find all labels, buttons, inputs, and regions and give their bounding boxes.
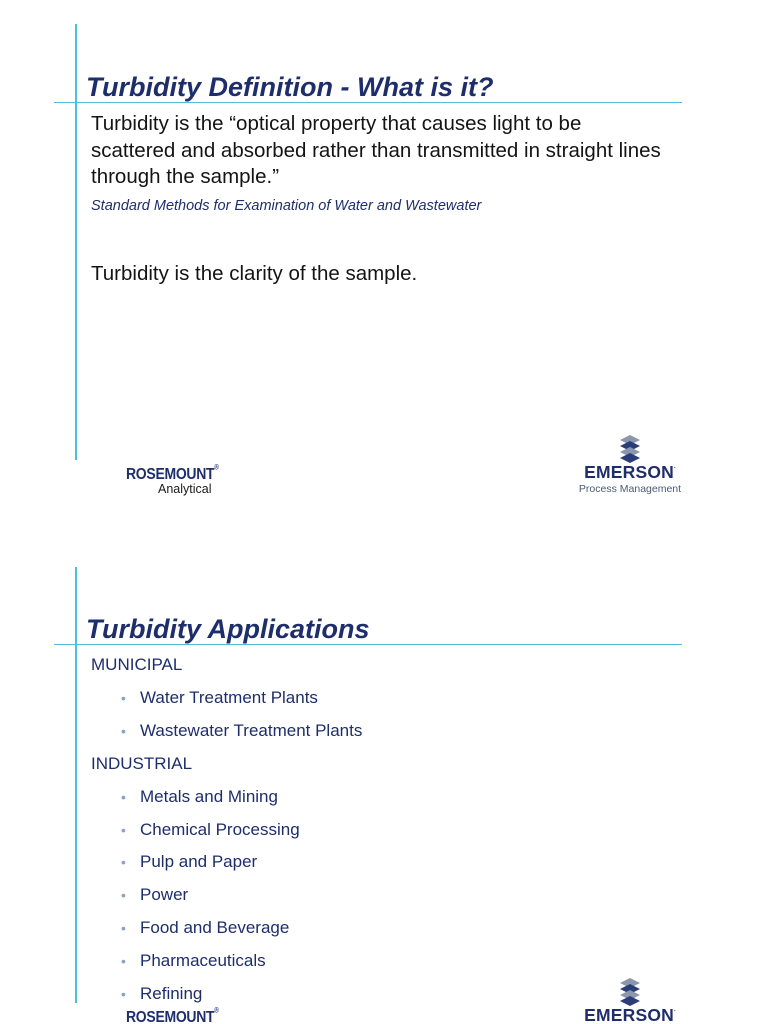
bullet-icon: • bbox=[121, 723, 126, 739]
list-item: • Metals and Mining bbox=[121, 787, 278, 806]
clarity-statement: Turbidity is the clarity of the sample. bbox=[91, 262, 418, 285]
bullet-icon: • bbox=[121, 953, 126, 969]
section-heading-industrial: INDUSTRIAL bbox=[91, 754, 193, 773]
bullet-icon: • bbox=[121, 822, 126, 838]
definition-citation: Standard Methods for Examination of Water and Wastewater bbox=[91, 198, 482, 214]
emerson-process-management-logo bbox=[571, 978, 689, 1024]
emerson-diamond-icon bbox=[620, 978, 640, 1006]
list-item: • Power bbox=[121, 885, 189, 904]
emerson-diamond-icon bbox=[620, 435, 640, 463]
vertical-accent-rule bbox=[75, 24, 77, 460]
emerson-wordmark: EMERSON. bbox=[584, 1005, 676, 1024]
list-item: • Wastewater Treatment Plants bbox=[121, 721, 363, 740]
emerson-process-management-logo bbox=[571, 435, 689, 494]
rosemount-analytical-logo bbox=[126, 1008, 218, 1024]
bullet-icon: • bbox=[121, 920, 126, 936]
emerson-wordmark: EMERSON. bbox=[584, 462, 676, 482]
rosemount-analytical-logo bbox=[126, 465, 218, 496]
definition-quote: Turbidity is the “optical property that causes light to be scattered and absorbed rather than transmitted in straight lines through the sample.” bbox=[91, 112, 661, 188]
rosemount-wordmark: ROSEMOUNT® bbox=[126, 463, 219, 483]
list-item: • Food and Beverage bbox=[121, 918, 290, 937]
list-item: • Pulp and Paper bbox=[121, 852, 258, 871]
rosemount-subtitle: Analytical bbox=[158, 482, 212, 496]
slide-title: Turbidity Applications bbox=[86, 614, 370, 644]
list-item: • Chemical Processing bbox=[121, 820, 300, 839]
slide-turbidity-applications bbox=[0, 512, 768, 1024]
bullet-icon: • bbox=[121, 986, 126, 1002]
bullet-icon: • bbox=[121, 854, 126, 870]
bullet-icon: • bbox=[121, 690, 126, 706]
list-item: • Refining bbox=[121, 984, 203, 1003]
rosemount-wordmark: ROSEMOUNT® bbox=[126, 1006, 219, 1024]
slide-title: Turbidity Definition - What is it? bbox=[86, 72, 494, 102]
vertical-accent-rule bbox=[75, 567, 77, 1003]
list-item: • Water Treatment Plants bbox=[121, 688, 318, 707]
emerson-subtitle: Process Management bbox=[578, 482, 682, 495]
list-item: • Pharmaceuticals bbox=[121, 951, 266, 970]
bullet-icon: • bbox=[121, 789, 126, 805]
section-heading-municipal: MUNICIPAL bbox=[91, 655, 183, 674]
bullet-icon: • bbox=[121, 887, 126, 903]
